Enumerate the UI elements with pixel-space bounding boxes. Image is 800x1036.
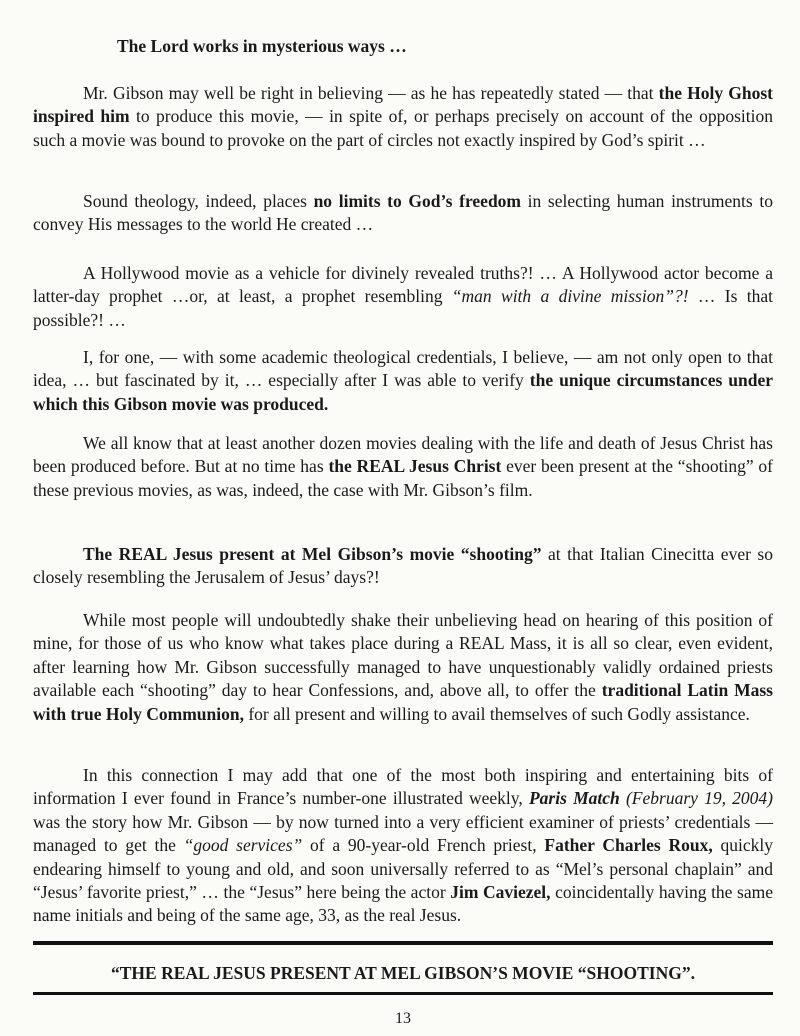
paragraph-8 (33, 764, 773, 928)
emphasis: Jim Caviezel, (450, 882, 551, 903)
text: While most people will undoubtedly shake their unbelieving head on hearing of this position of mine, for those of us who know what takes place during a REAL Mass, it is all so clear, even evident, after learning how Mr. Gibson successfully managed to have unquestionably validly ordained priests available each “shooting” day to hear Confessions, and, above all, to offer the (33, 610, 773, 701)
paragraph-1 (33, 82, 773, 152)
text: I, for one, — with some academic theological credentials, I believe, — am not only open to that idea, … but fascinated by it, … especially after I was able to verify (33, 347, 773, 391)
text: … Is that possible?! … (33, 286, 773, 330)
text: at that Italian Cinecitta ever so closely resembling the Jerusalem of Jesus’ days?! (33, 544, 773, 588)
bottom-divider (33, 992, 773, 995)
top-divider (33, 941, 773, 945)
text: was the story how Mr. Gibson — by now turned into a very efficient examiner of priests’ credentials — managed to get the (33, 811, 773, 856)
publication-date: (February 19, 2004) (619, 788, 773, 809)
text: in selecting human instruments to convey His messages to the world He created … (33, 191, 773, 235)
text: Sound theology, indeed, places (83, 191, 314, 211)
emphasis: the Holy Ghost inspired him (33, 83, 773, 127)
paragraph-3 (33, 262, 773, 332)
text: coincidentally having the same name initials and being of the same age, 33, as the real Jesus. (33, 882, 773, 926)
footer-title: “THE REAL JESUS PRESENT AT MEL GIBSON’S MOVIE “SHOOTING”. (111, 963, 695, 983)
paragraph-4 (33, 346, 773, 416)
text: In this connection I may add that one of the most both inspiring and entertaining bits of information I ever found in France’s number-one illustrated weekly, (33, 765, 773, 809)
text: for all present and willing to avail themselves of such Godly assistance. (243, 703, 750, 724)
text: We all know that at least another dozen movies dealing with the life and death of Jesus Christ has been produced before. But at no time has (33, 433, 773, 477)
text: A Hollywood movie as a vehicle for divinely revealed truths?! … A Hollywood actor become a latter-day prophet …or, at least, a prophet resembling (33, 263, 773, 307)
text: quickly endearing himself to young and old, and soon universally referred to as “Mel’s personal chaplain” and “Jesus’ favorite priest,” … the “Jesus” here being the actor (33, 835, 773, 903)
quote: “good services” (183, 835, 303, 856)
emphasis: the REAL Jesus Christ (328, 456, 502, 477)
section-heading: The Lord works in mysterious ways … (117, 36, 407, 56)
emphasis: Father Charles Roux, (544, 835, 713, 856)
emphasis: the unique circumstances under which this Gibson movie was produced. (33, 370, 773, 414)
quote: “man with a divine mission”?! (451, 286, 689, 307)
text: ever been present at the “shooting” of these previous movies, as was, indeed, the case with Mr. Gibson’s film. (33, 456, 773, 500)
paragraph-2 (33, 190, 773, 237)
text: to produce this movie, — in spite of, or perhaps precisely on account of the opposition such a movie was bound to provoke on the part of circles not exactly inspired by God’s spirit … (33, 106, 773, 150)
emphasis: The REAL Jesus present at Mel Gibson’s movie “shooting” (83, 544, 542, 564)
emphasis: traditional Latin Mass with true Holy Communion, (33, 680, 773, 724)
publication-title: Paris Match (528, 788, 620, 809)
text: of a 90-year-old French priest, (302, 835, 545, 856)
paragraph-6 (33, 543, 773, 590)
paragraph-7 (33, 609, 773, 726)
emphasis: no limits to God’s freedom (313, 191, 522, 211)
paragraph-5 (33, 432, 773, 502)
page-number: 13 (395, 1010, 411, 1027)
text: Mr. Gibson may well be right in believing — as he has repeatedly stated — that (83, 83, 659, 103)
